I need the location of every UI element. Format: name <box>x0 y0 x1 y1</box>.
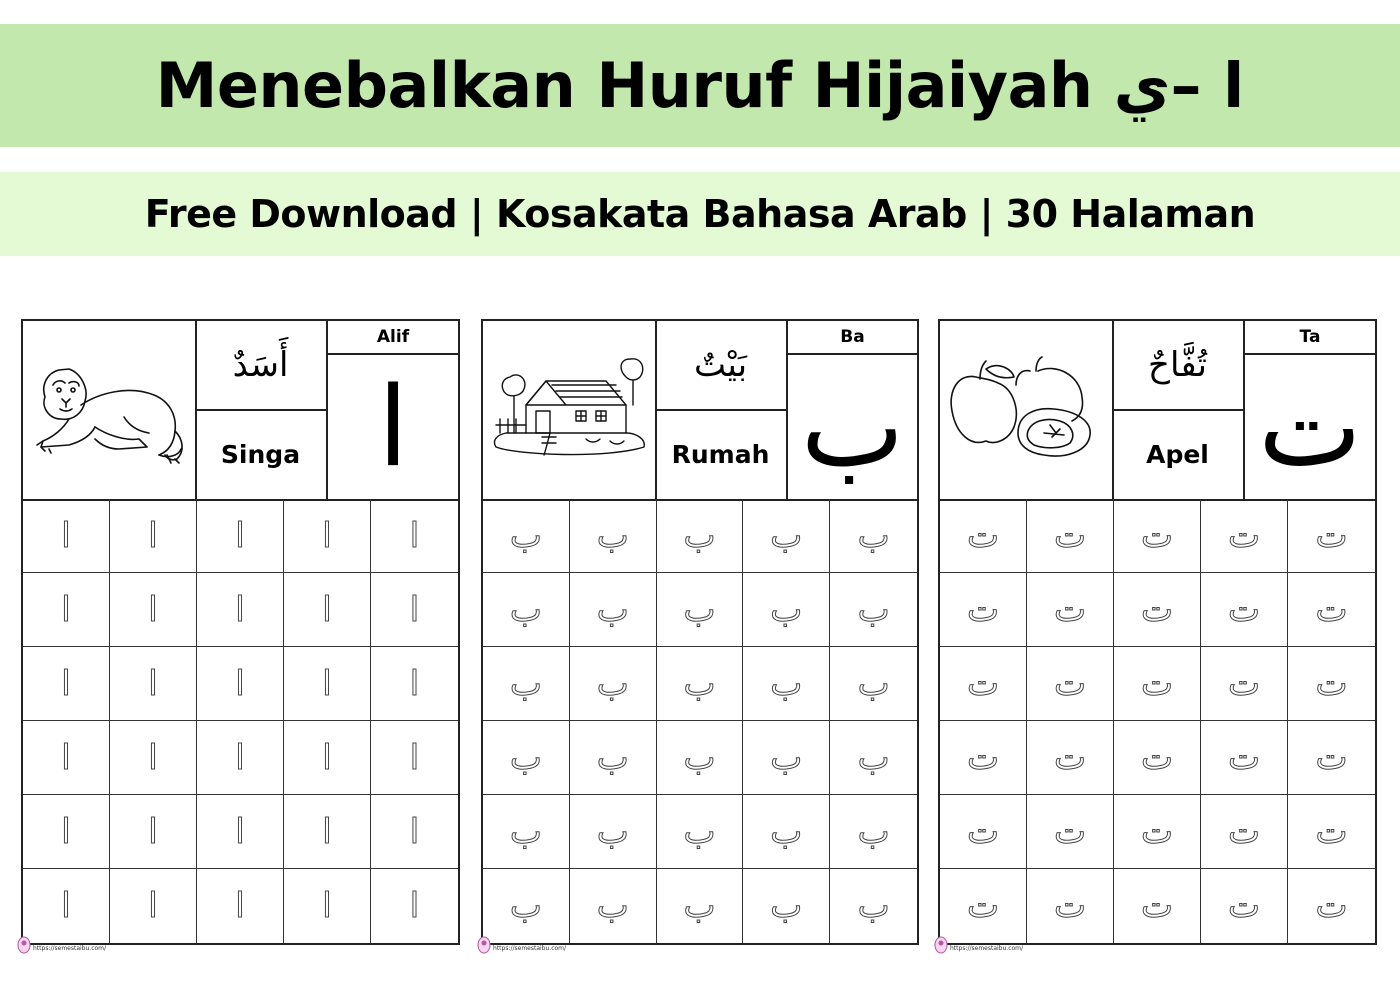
worksheet-header <box>483 321 917 501</box>
tracing-cell: ت <box>1114 795 1201 869</box>
worksheet-header <box>23 321 458 501</box>
letter-large: ا <box>377 363 409 491</box>
tracing-cell: ت <box>1201 795 1288 869</box>
tracing-cell: ت <box>1201 721 1288 795</box>
word-meaning: Rumah <box>655 409 788 499</box>
tracing-cell: ت <box>1027 721 1114 795</box>
tracing-cell: ت <box>1315 886 1348 926</box>
tracing-cell: ا <box>371 647 458 721</box>
page-subtitle: Free Download | Kosakata Bahasa Arab | 30 Halaman <box>144 192 1256 236</box>
tracing-cell: ا <box>197 795 284 869</box>
semestaibu-logo-icon <box>17 934 31 954</box>
worksheet-ba <box>481 319 919 945</box>
word-meaning: Apel <box>1112 409 1245 499</box>
tracing-cell: ب <box>830 573 917 647</box>
tracing-cell: ا <box>371 573 458 647</box>
tracing-cell: ب <box>657 869 744 943</box>
tracing-cell: ت <box>1114 499 1201 573</box>
semestaibu-logo-icon <box>934 934 948 954</box>
tracing-cell: ت <box>1288 647 1375 721</box>
tracing-cell: ا <box>371 499 458 573</box>
tracing-cell: ب <box>657 499 744 573</box>
picture-cell <box>940 321 1114 499</box>
apples-drawing-icon <box>946 355 1106 465</box>
lion-drawing-icon <box>29 355 189 465</box>
tracing-cell: ت <box>940 795 1027 869</box>
tracing-cell: ا <box>110 573 197 647</box>
tracing-cell: ت <box>1114 721 1201 795</box>
tracing-cell: ب <box>570 573 657 647</box>
arabic-word: بَيْتٌ <box>655 321 788 411</box>
tracing-cell: ب <box>657 721 744 795</box>
tracing-cell: ب <box>743 647 830 721</box>
tracing-cell: ا <box>197 869 284 943</box>
tracing-cell: ت <box>940 573 1027 647</box>
word-meaning: Singa <box>195 409 328 499</box>
tracing-cell: ب <box>483 647 570 721</box>
letter-name: Ta <box>1245 321 1375 355</box>
footer-url[interactable]: https://semestaibu.com/ <box>33 945 107 952</box>
tracing-cell: ب <box>830 795 917 869</box>
tracing-cell: ب <box>657 795 744 869</box>
tracing-cell: ا <box>284 573 371 647</box>
tracing-cell: ب <box>743 499 830 573</box>
arabic-word: تُفَّاحٌ <box>1112 321 1245 411</box>
tracing-cell: ب <box>857 886 890 926</box>
tracing-cell: ا <box>284 721 371 795</box>
tracing-cell: ا <box>110 647 197 721</box>
worksheet-ta <box>938 319 1377 945</box>
page-title: Menebalkan Huruf Hijaiyah ا –ي <box>155 49 1245 122</box>
tracing-cell: ت <box>940 869 1027 943</box>
tracing-cell: ت <box>1201 647 1288 721</box>
tracing-cell: ا <box>23 721 110 795</box>
tracing-cell: ت <box>1288 573 1375 647</box>
tracing-cell: ا <box>284 795 371 869</box>
tracing-cell: ا <box>197 647 284 721</box>
tracing-cell: ا <box>23 795 110 869</box>
footer-url[interactable]: https://semestaibu.com/ <box>493 945 567 952</box>
tracing-cell: ب <box>483 869 570 943</box>
tracing-cell: ا <box>197 499 284 573</box>
letter-large: ت <box>1258 363 1362 491</box>
tracing-cell: ت <box>1288 721 1375 795</box>
tracing-cell: ب <box>483 795 570 869</box>
tracing-cell: ا <box>197 721 284 795</box>
tracing-cell: ت <box>1027 647 1114 721</box>
tracing-cell: ا <box>284 869 371 943</box>
tracing-cell: ب <box>483 499 570 573</box>
tracing-cell: ا <box>284 499 371 573</box>
tracing-cell: ب <box>483 573 570 647</box>
tracing-cell: ب <box>743 869 830 943</box>
letter-name: Alif <box>328 321 458 355</box>
letter-large: ب <box>800 363 905 491</box>
tracing-cell: ا <box>23 499 110 573</box>
tracing-cell: ا <box>23 573 110 647</box>
picture-cell <box>483 321 657 499</box>
tracing-cell: ا <box>23 647 110 721</box>
tracing-cell: ت <box>1201 869 1288 943</box>
tracing-grid <box>483 499 917 943</box>
tracing-cell: ت <box>1027 869 1114 943</box>
tracing-cell: ت <box>1114 869 1201 943</box>
tracing-cell: ب <box>570 647 657 721</box>
tracing-cell: ت <box>1027 573 1114 647</box>
semestaibu-logo-icon <box>477 934 491 954</box>
footer-url[interactable]: https://semestaibu.com/ <box>950 945 1024 952</box>
tracing-cell: ا <box>197 573 284 647</box>
tracing-grid <box>23 499 458 943</box>
tracing-cell: ب <box>657 573 744 647</box>
tracing-cell: ا <box>371 721 458 795</box>
tracing-cell: ا <box>371 795 458 869</box>
tracing-cell: ت <box>1114 647 1201 721</box>
worksheet-alif <box>21 319 460 945</box>
tracing-grid <box>940 499 1375 943</box>
tracing-cell: ت <box>1288 499 1375 573</box>
tracing-cell: ا <box>409 886 420 926</box>
tracing-cell: ت <box>1288 795 1375 869</box>
tracing-cell: ت <box>1027 499 1114 573</box>
picture-cell <box>23 321 197 499</box>
tracing-cell: ب <box>830 647 917 721</box>
tracing-cell: ا <box>110 795 197 869</box>
arabic-word: أَسَدٌ <box>195 321 328 411</box>
subtitle-banner <box>0 172 1400 256</box>
tracing-cell: ب <box>483 721 570 795</box>
tracing-cell: ا <box>110 721 197 795</box>
tracing-cell: ا <box>284 647 371 721</box>
tracing-cell: ت <box>1027 795 1114 869</box>
tracing-cell: ب <box>570 869 657 943</box>
tracing-cell: ب <box>570 795 657 869</box>
tracing-cell: ب <box>830 499 917 573</box>
tracing-cell: ا <box>110 499 197 573</box>
house-drawing-icon <box>486 355 652 465</box>
tracing-cell: ب <box>657 647 744 721</box>
tracing-cell: ا <box>23 869 110 943</box>
tracing-cell: ت <box>1201 499 1288 573</box>
worksheet-header <box>940 321 1375 501</box>
tracing-cell: ت <box>1201 573 1288 647</box>
tracing-cell: ت <box>940 647 1027 721</box>
tracing-cell: ت <box>940 499 1027 573</box>
tracing-cell: ت <box>1114 573 1201 647</box>
tracing-cell: ب <box>743 573 830 647</box>
tracing-cell: ت <box>940 721 1027 795</box>
tracing-cell: ب <box>570 499 657 573</box>
tracing-cell: ا <box>110 869 197 943</box>
tracing-cell: ب <box>570 721 657 795</box>
tracing-cell: ب <box>830 721 917 795</box>
title-banner <box>0 24 1400 147</box>
letter-name: Ba <box>788 321 917 355</box>
tracing-cell: ب <box>743 721 830 795</box>
tracing-cell: ب <box>743 795 830 869</box>
